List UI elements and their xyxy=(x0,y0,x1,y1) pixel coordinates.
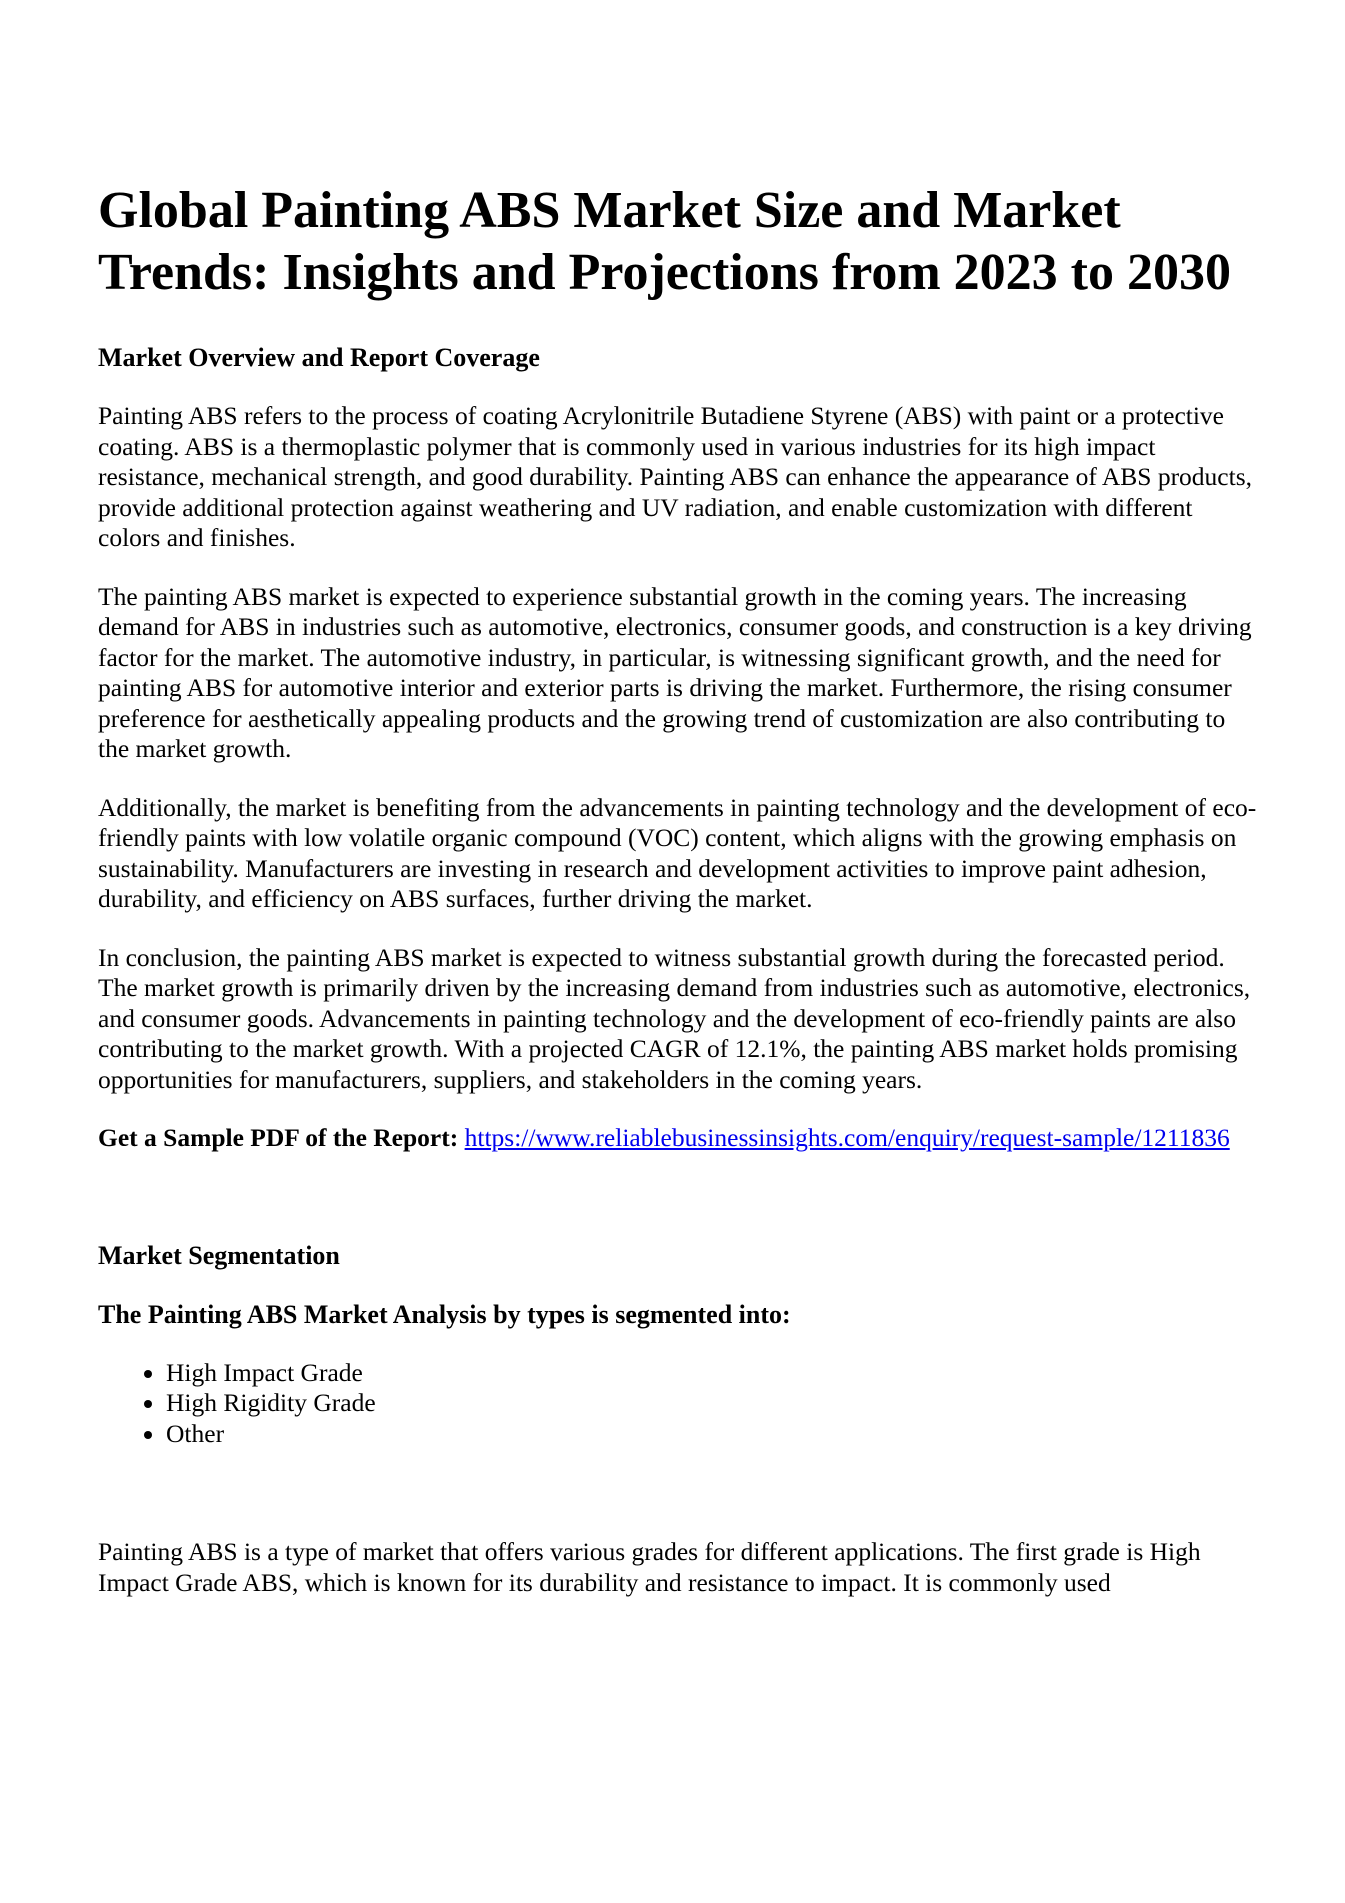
list-item: • Other xyxy=(166,1419,1258,1450)
types-heading: The Painting ABS Market Analysis by types is segmented into: xyxy=(98,1299,791,1329)
overview-paragraph-4: In conclusion, the painting ABS market is expected to witness substantial growth during the forecasted period. The market growth is primarily driven by the increasing demand from industries such as automotive, electronics, and consumer goods. Advancements in painting technology and the development of eco-friendly paints are also contributing to the market growth. With a projected CAGR of 12.1%, the painting ABS market holds promising opportunities for manufacturers, suppliers, and stakeholders in the coming years. xyxy=(98,942,1251,1094)
segmentation-heading: Market Segmentation xyxy=(98,1240,340,1270)
document-title: Global Painting ABS Market Size and Market Trends: Insights and Projections from 2023 to 2030 xyxy=(98,182,1231,301)
sample-pdf-label: Get a Sample PDF of the Report: xyxy=(98,1123,459,1152)
list-item: • High Rigidity Grade xyxy=(166,1388,1258,1419)
overview-paragraph-2: The painting ABS market is expected to experience substantial growth in the coming years. The increasing demand for ABS in industries such as automotive, electronics, consumer goods, and construction is a key driving factor for the market. The automotive industry, in particular, is witnessing significant growth, and the need for painting ABS for automotive interior and exterior parts is driving the market. Furthermore, the rising consumer preference for aesthetically appealing products and the growing trend of customization are also contributing to the market growth. xyxy=(98,581,1252,763)
sample-pdf-link[interactable]: https://www.reliablebusinessinsights.com/enquiry/request-sample/1211836 xyxy=(464,1123,1230,1152)
list-item: • High Impact Grade xyxy=(166,1358,1258,1389)
closing-paragraph: Painting ABS is a type of market that offers various grades for different applications. The first grade is High Impact Grade ABS, which is known for its durability and resistance to impact. It is commonly used xyxy=(98,1537,1201,1597)
overview-paragraph-1: Painting ABS refers to the process of coating Acrylonitrile Butadiene Styrene (ABS) with paint or a protective coating. ABS is a thermoplastic polymer that is commonly used in various industries for its high impact resistance, mechanical strength, and good durability. Painting ABS can enhance the appearance of ABS products, provide additional protection against weathering and UV radiation, and enable customization with different colors and finishes. xyxy=(98,401,1253,552)
document-page xyxy=(98,180,1258,1626)
types-list xyxy=(98,1358,1258,1450)
overview-heading: Market Overview and Report Coverage xyxy=(98,343,540,372)
overview-paragraph-3: Additionally, the market is benefiting from the advancements in painting technology and the development of eco-friendly paints with low volatile organic compound (VOC) content, which aligns with the growing emphasis on sustainability. Manufacturers are investing in research and development activities to improve paint adhesion, durability, and efficiency on ABS surfaces, further driving the market. xyxy=(98,792,1257,913)
sample-pdf-line xyxy=(98,1123,1258,1154)
